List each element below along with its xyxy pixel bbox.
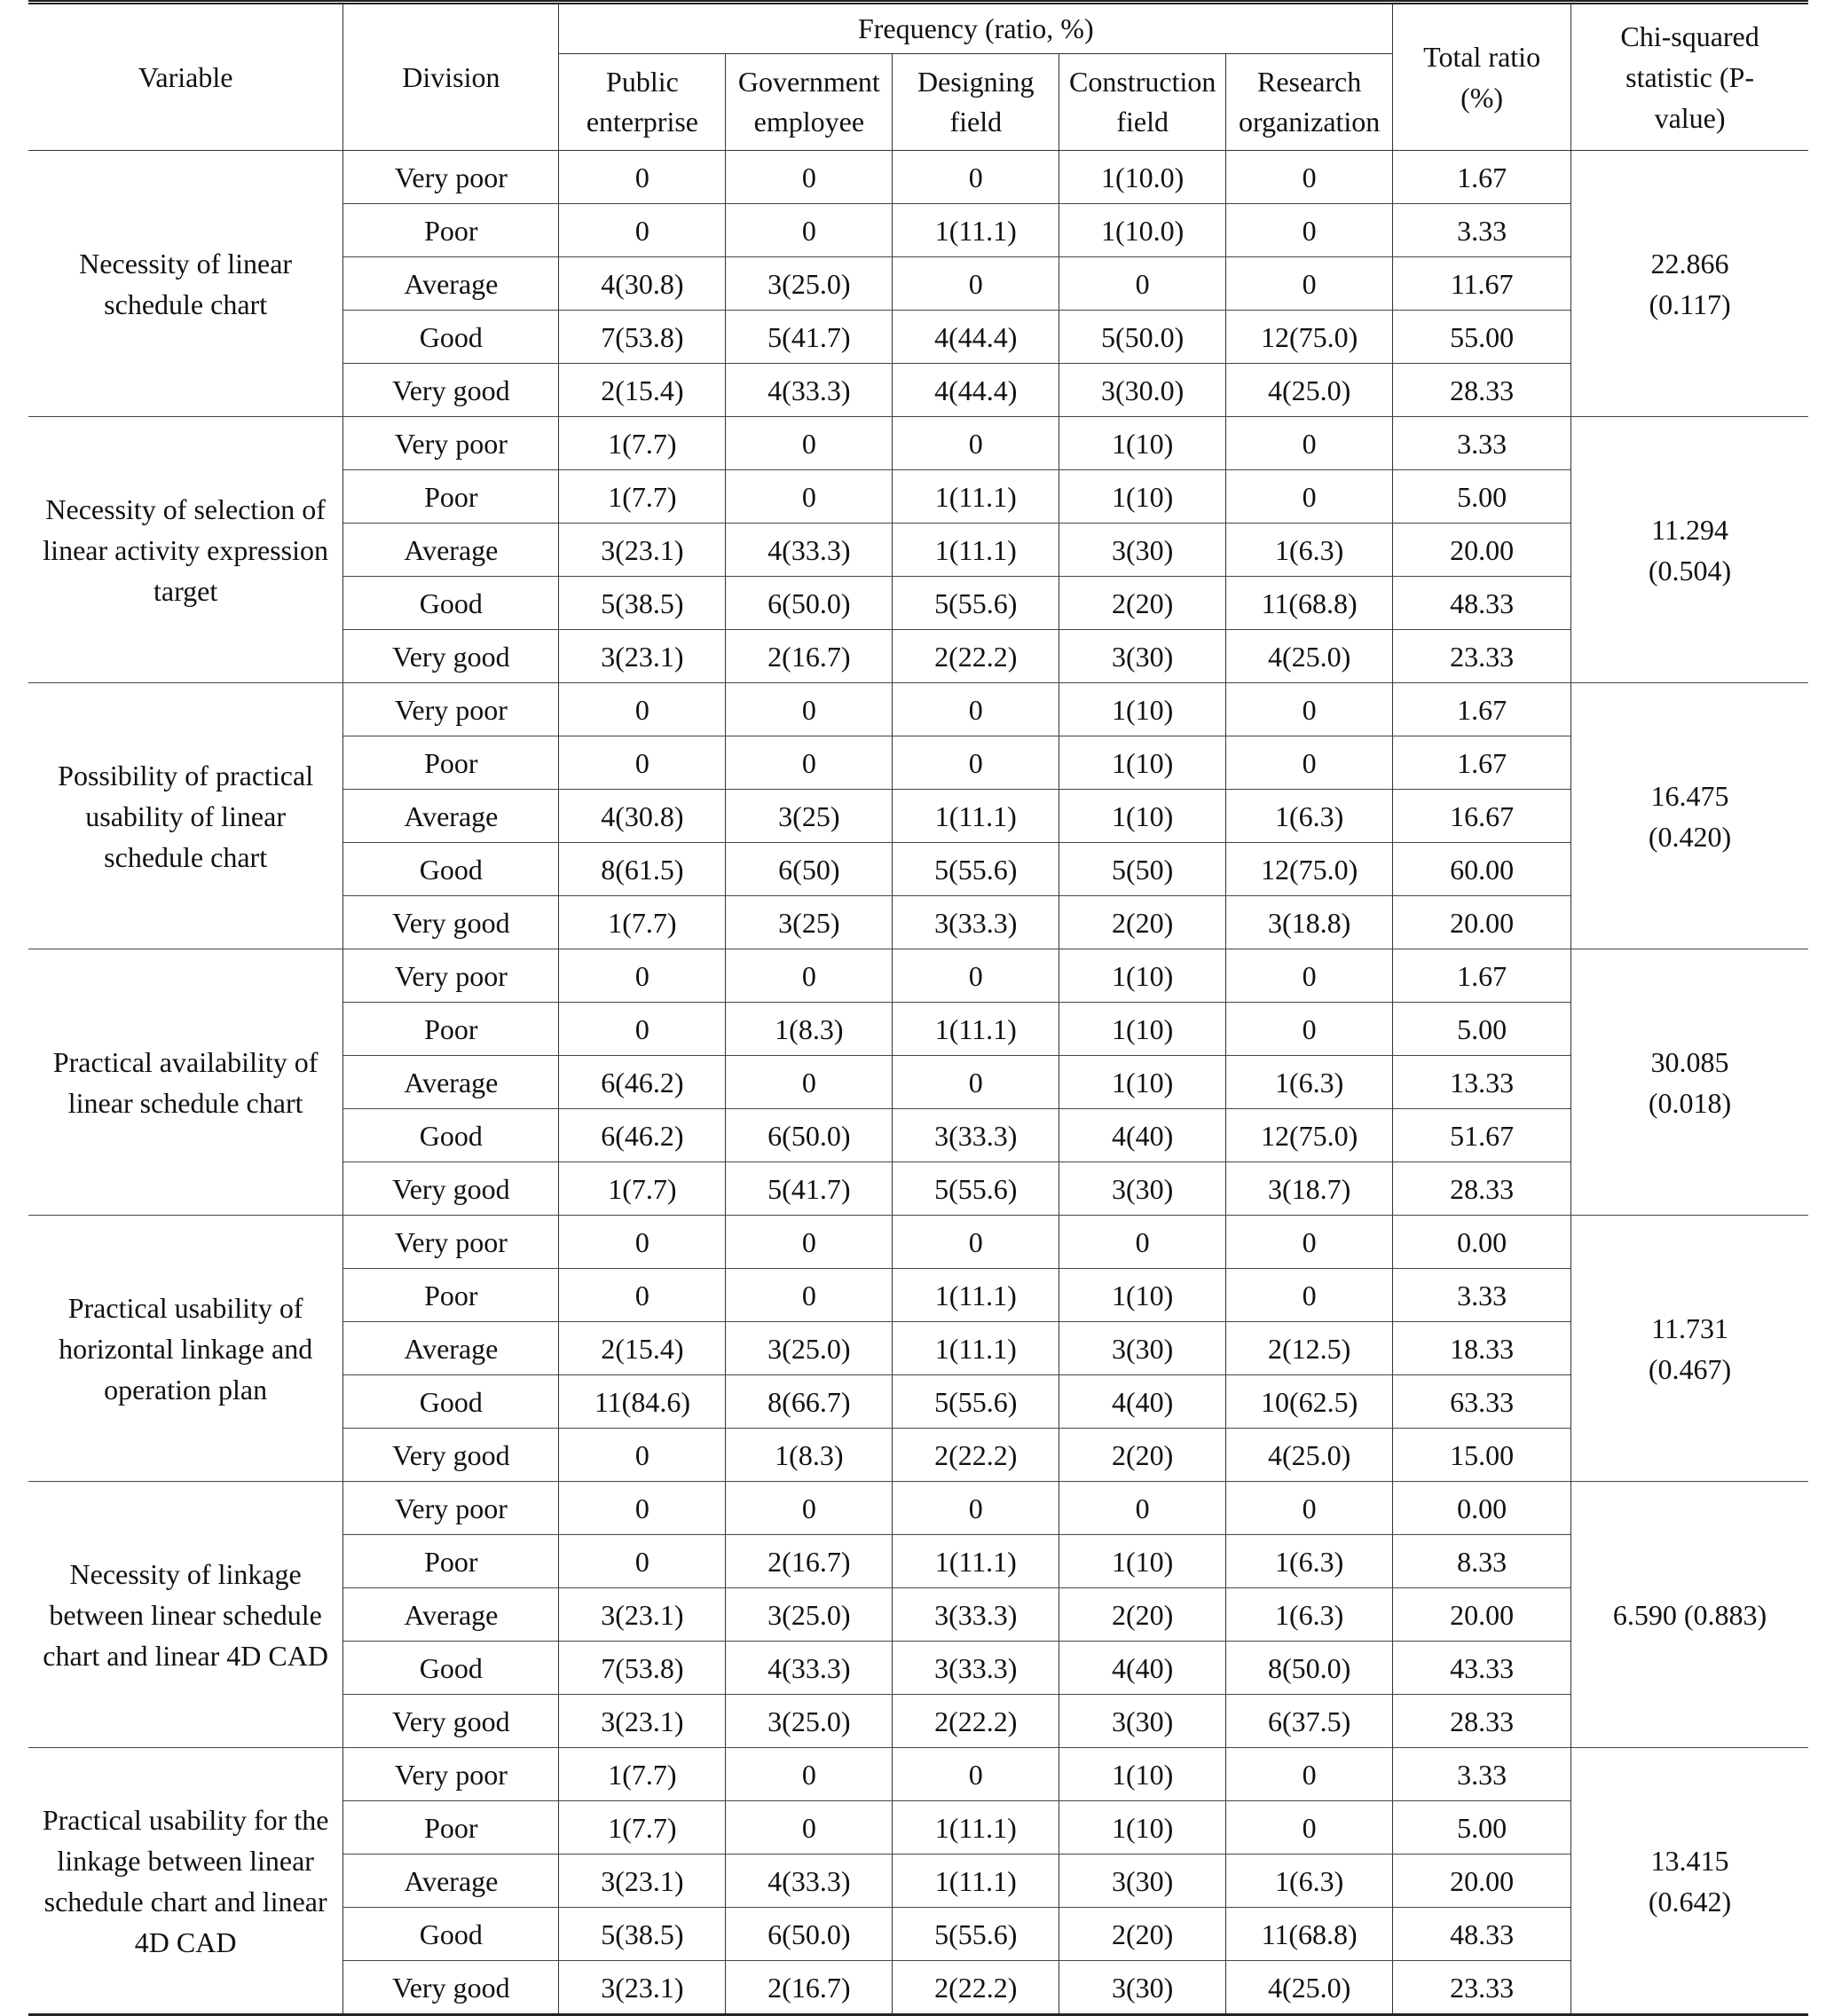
frequency-cell: 1(11.1)	[893, 1269, 1059, 1322]
division-cell: Very good	[343, 1429, 559, 1482]
frequency-cell: 3(25.0)	[726, 1588, 893, 1642]
frequency-cell: 0	[1226, 204, 1393, 257]
frequency-cell: 1(6.3)	[1226, 1056, 1393, 1109]
division-cell: Average	[343, 524, 559, 577]
frequency-cell: 0	[893, 1056, 1059, 1109]
chi-squared-cell: 30.085 (0.018)	[1571, 949, 1808, 1216]
frequency-cell: 1(6.3)	[1226, 524, 1393, 577]
frequency-cell: 5(55.6)	[893, 577, 1059, 630]
total-ratio-cell: 1.67	[1393, 683, 1571, 736]
total-ratio-cell: 55.00	[1393, 311, 1571, 364]
frequency-cell: 1(7.7)	[559, 1801, 726, 1855]
frequency-cell: 8(50.0)	[1226, 1642, 1393, 1695]
total-ratio-cell: 20.00	[1393, 1588, 1571, 1642]
frequency-cell: 1(10)	[1059, 417, 1226, 470]
frequency-cell: 0	[559, 683, 726, 736]
total-ratio-cell: 20.00	[1393, 896, 1571, 949]
table-row	[28, 1748, 1808, 1801]
division-cell: Good	[343, 1908, 559, 1961]
frequency-cell: 0	[1226, 1801, 1393, 1855]
division-cell: Very good	[343, 1695, 559, 1748]
frequency-cell: 4(40)	[1059, 1375, 1226, 1429]
total-ratio-cell: 13.33	[1393, 1056, 1571, 1109]
division-cell: Poor	[343, 1269, 559, 1322]
total-ratio-cell: 20.00	[1393, 524, 1571, 577]
frequency-cell: 4(30.8)	[559, 257, 726, 311]
frequency-cell: 0	[1059, 1482, 1226, 1535]
frequency-cell: 1(11.1)	[893, 790, 1059, 843]
total-ratio-cell: 28.33	[1393, 364, 1571, 417]
frequency-cell: 0	[1226, 1269, 1393, 1322]
frequency-cell: 0	[559, 1216, 726, 1269]
division-cell: Very good	[343, 1961, 559, 2015]
frequency-cell: 5(55.6)	[893, 1162, 1059, 1216]
division-cell: Very good	[343, 896, 559, 949]
frequency-cell: 4(25.0)	[1226, 1961, 1393, 2015]
frequency-cell: 3(33.3)	[893, 1588, 1059, 1642]
frequency-cell: 0	[1226, 417, 1393, 470]
chi-squared-cell: 6.590 (0.883)	[1571, 1482, 1808, 1748]
frequency-cell: 1(10.0)	[1059, 151, 1226, 204]
frequency-cell: 2(15.4)	[559, 364, 726, 417]
table-row	[28, 1482, 1808, 1535]
header-col-research-organization: Research organization	[1226, 54, 1393, 151]
table-row	[28, 1216, 1808, 1269]
frequency-cell: 3(23.1)	[559, 1695, 726, 1748]
division-cell: Average	[343, 257, 559, 311]
frequency-cell: 7(53.8)	[559, 1642, 726, 1695]
division-cell: Poor	[343, 1003, 559, 1056]
frequency-cell: 0	[1059, 1216, 1226, 1269]
total-ratio-cell: 3.33	[1393, 1269, 1571, 1322]
frequency-cell: 2(22.2)	[893, 1695, 1059, 1748]
total-ratio-cell: 5.00	[1393, 1801, 1571, 1855]
total-ratio-cell: 5.00	[1393, 470, 1571, 524]
header-col-public-enterprise: Public enterprise	[559, 54, 726, 151]
table-row	[28, 151, 1808, 204]
total-ratio-cell: 5.00	[1393, 1003, 1571, 1056]
frequency-cell: 4(33.3)	[726, 1855, 893, 1908]
frequency-cell: 6(46.2)	[559, 1056, 726, 1109]
variable-cell: Possibility of practical usability of linear schedule chart	[28, 683, 343, 949]
header-division: Division	[343, 3, 559, 151]
frequency-cell: 1(7.7)	[559, 1748, 726, 1801]
frequency-cell: 0	[1226, 1482, 1393, 1535]
frequency-cell: 1(11.1)	[893, 204, 1059, 257]
frequency-cell: 4(33.3)	[726, 524, 893, 577]
variable-cell: Practical usability for the linkage between linear schedule chart and linear 4D CAD	[28, 1748, 343, 2015]
frequency-cell: 2(22.2)	[893, 630, 1059, 683]
frequency-cell: 1(10)	[1059, 1748, 1226, 1801]
frequency-cell: 3(23.1)	[559, 1855, 726, 1908]
frequency-cell: 3(23.1)	[559, 630, 726, 683]
frequency-cell: 2(20)	[1059, 1908, 1226, 1961]
header-row-1	[28, 3, 1808, 54]
total-ratio-cell: 8.33	[1393, 1535, 1571, 1588]
frequency-cell: 0	[726, 204, 893, 257]
frequency-cell: 1(6.3)	[1226, 1535, 1393, 1588]
frequency-cell: 1(10)	[1059, 949, 1226, 1003]
frequency-cell: 12(75.0)	[1226, 843, 1393, 896]
division-cell: Very good	[343, 1162, 559, 1216]
frequency-cell: 12(75.0)	[1226, 311, 1393, 364]
frequency-cell: 2(12.5)	[1226, 1322, 1393, 1375]
header-frequency: Frequency (ratio, %)	[559, 3, 1393, 54]
frequency-cell: 5(50)	[1059, 843, 1226, 896]
division-cell: Good	[343, 311, 559, 364]
table-row	[28, 417, 1808, 470]
frequency-cell: 0	[726, 151, 893, 204]
frequency-cell: 5(38.5)	[559, 1908, 726, 1961]
division-cell: Average	[343, 1322, 559, 1375]
total-ratio-cell: 60.00	[1393, 843, 1571, 896]
frequency-cell: 6(50.0)	[726, 1109, 893, 1162]
frequency-cell: 0	[559, 949, 726, 1003]
total-ratio-cell: 3.33	[1393, 204, 1571, 257]
frequency-cell: 0	[726, 1269, 893, 1322]
frequency-cell: 1(11.1)	[893, 470, 1059, 524]
frequency-cell: 0	[559, 736, 726, 790]
division-cell: Poor	[343, 736, 559, 790]
frequency-cell: 3(25)	[726, 790, 893, 843]
frequency-cell: 0	[726, 470, 893, 524]
frequency-cell: 3(23.1)	[559, 1588, 726, 1642]
frequency-cell: 3(25.0)	[726, 1695, 893, 1748]
frequency-cell: 1(7.7)	[559, 896, 726, 949]
frequency-cell: 2(16.7)	[726, 1961, 893, 2015]
frequency-cell: 0	[1226, 949, 1393, 1003]
division-cell: Good	[343, 843, 559, 896]
frequency-cell: 3(25.0)	[726, 257, 893, 311]
total-ratio-cell: 28.33	[1393, 1162, 1571, 1216]
frequency-cell: 5(41.7)	[726, 1162, 893, 1216]
frequency-cell: 5(38.5)	[559, 577, 726, 630]
variable-cell: Practical availability of linear schedule chart	[28, 949, 343, 1216]
frequency-cell: 0	[559, 204, 726, 257]
frequency-cell: 0	[893, 1482, 1059, 1535]
frequency-cell: 3(30)	[1059, 1961, 1226, 2015]
total-ratio-cell: 20.00	[1393, 1855, 1571, 1908]
total-ratio-cell: 16.67	[1393, 790, 1571, 843]
frequency-cell: 0	[1226, 1216, 1393, 1269]
frequency-cell: 2(20)	[1059, 896, 1226, 949]
total-ratio-cell: 0.00	[1393, 1216, 1571, 1269]
table-row	[28, 683, 1808, 736]
frequency-cell: 11(68.8)	[1226, 577, 1393, 630]
frequency-cell: 1(10)	[1059, 683, 1226, 736]
frequency-cell: 0	[726, 949, 893, 1003]
frequency-cell: 11(84.6)	[559, 1375, 726, 1429]
frequency-cell: 1(6.3)	[1226, 1588, 1393, 1642]
frequency-cell: 0	[893, 417, 1059, 470]
frequency-cell: 0	[893, 257, 1059, 311]
frequency-cell: 1(7.7)	[559, 417, 726, 470]
frequency-cell: 3(30)	[1059, 1855, 1226, 1908]
frequency-cell: 1(6.3)	[1226, 1855, 1393, 1908]
variable-cell: Necessity of linear schedule chart	[28, 151, 343, 417]
frequency-cell: 0	[559, 1429, 726, 1482]
frequency-cell: 5(50.0)	[1059, 311, 1226, 364]
frequency-cell: 0	[893, 151, 1059, 204]
frequency-cell: 6(46.2)	[559, 1109, 726, 1162]
frequency-cell: 3(23.1)	[559, 1961, 726, 2015]
total-ratio-cell: 15.00	[1393, 1429, 1571, 1482]
frequency-cell: 1(8.3)	[726, 1429, 893, 1482]
total-ratio-cell: 23.33	[1393, 630, 1571, 683]
frequency-cell: 5(55.6)	[893, 843, 1059, 896]
frequency-cell: 12(75.0)	[1226, 1109, 1393, 1162]
header-chi-squared: Chi-squared statistic (P-value)	[1571, 3, 1808, 151]
frequency-cell: 3(23.1)	[559, 524, 726, 577]
frequency-cell: 0	[1226, 470, 1393, 524]
frequency-cell: 1(10)	[1059, 1535, 1226, 1588]
frequency-cell: 2(16.7)	[726, 1535, 893, 1588]
frequency-cell: 3(30)	[1059, 524, 1226, 577]
frequency-cell: 0	[1226, 1003, 1393, 1056]
division-cell: Average	[343, 1855, 559, 1908]
frequency-cell: 2(20)	[1059, 577, 1226, 630]
division-cell: Very poor	[343, 1482, 559, 1535]
total-ratio-cell: 3.33	[1393, 417, 1571, 470]
survey-results-table	[28, 0, 1808, 2016]
total-ratio-cell: 51.67	[1393, 1109, 1571, 1162]
variable-cell: Necessity of selection of linear activity expression target	[28, 417, 343, 683]
frequency-cell: 3(33.3)	[893, 896, 1059, 949]
total-ratio-cell: 1.67	[1393, 949, 1571, 1003]
total-ratio-cell: 28.33	[1393, 1695, 1571, 1748]
division-cell: Average	[343, 1588, 559, 1642]
frequency-cell: 1(10)	[1059, 736, 1226, 790]
frequency-cell: 4(44.4)	[893, 311, 1059, 364]
total-ratio-cell: 43.33	[1393, 1642, 1571, 1695]
division-cell: Poor	[343, 470, 559, 524]
total-ratio-cell: 18.33	[1393, 1322, 1571, 1375]
frequency-cell: 0	[559, 151, 726, 204]
division-cell: Very poor	[343, 683, 559, 736]
frequency-cell: 0	[559, 1482, 726, 1535]
frequency-cell: 0	[726, 417, 893, 470]
total-ratio-cell: 23.33	[1393, 1961, 1571, 2015]
variable-cell: Practical usability of horizontal linkage and operation plan	[28, 1216, 343, 1482]
division-cell: Very good	[343, 630, 559, 683]
frequency-cell: 3(30.0)	[1059, 364, 1226, 417]
frequency-cell: 1(6.3)	[1226, 790, 1393, 843]
frequency-cell: 1(10.0)	[1059, 204, 1226, 257]
division-cell: Very good	[343, 364, 559, 417]
division-cell: Average	[343, 790, 559, 843]
frequency-cell: 5(55.6)	[893, 1375, 1059, 1429]
frequency-cell: 4(40)	[1059, 1109, 1226, 1162]
frequency-cell: 6(37.5)	[1226, 1695, 1393, 1748]
frequency-cell: 1(7.7)	[559, 470, 726, 524]
frequency-cell: 0	[1226, 1748, 1393, 1801]
division-cell: Good	[343, 1375, 559, 1429]
frequency-cell: 2(15.4)	[559, 1322, 726, 1375]
frequency-cell: 4(30.8)	[559, 790, 726, 843]
frequency-cell: 3(18.7)	[1226, 1162, 1393, 1216]
frequency-cell: 6(50.0)	[726, 577, 893, 630]
frequency-cell: 1(11.1)	[893, 1322, 1059, 1375]
header-col-government-employee: Government employee	[726, 54, 893, 151]
frequency-cell: 0	[893, 736, 1059, 790]
frequency-cell: 1(11.1)	[893, 1003, 1059, 1056]
frequency-cell: 1(11.1)	[893, 1535, 1059, 1588]
frequency-cell: 4(33.3)	[726, 1642, 893, 1695]
total-ratio-cell: 48.33	[1393, 1908, 1571, 1961]
division-cell: Average	[343, 1056, 559, 1109]
frequency-cell: 4(33.3)	[726, 364, 893, 417]
frequency-cell: 1(8.3)	[726, 1003, 893, 1056]
division-cell: Poor	[343, 1535, 559, 1588]
header-variable: Variable	[28, 3, 343, 151]
frequency-cell: 0	[1226, 683, 1393, 736]
table-row	[28, 949, 1808, 1003]
frequency-cell: 0	[559, 1003, 726, 1056]
frequency-cell: 1(10)	[1059, 1269, 1226, 1322]
frequency-cell: 0	[726, 736, 893, 790]
frequency-cell: 8(66.7)	[726, 1375, 893, 1429]
frequency-cell: 0	[893, 949, 1059, 1003]
division-cell: Very poor	[343, 417, 559, 470]
table-body	[28, 151, 1808, 2015]
frequency-cell: 1(11.1)	[893, 1855, 1059, 1908]
frequency-cell: 0	[893, 1748, 1059, 1801]
frequency-cell: 3(30)	[1059, 1322, 1226, 1375]
frequency-cell: 0	[1226, 736, 1393, 790]
frequency-cell: 0	[1226, 257, 1393, 311]
chi-squared-cell: 16.475 (0.420)	[1571, 683, 1808, 949]
division-cell: Very poor	[343, 949, 559, 1003]
frequency-cell: 1(11.1)	[893, 1801, 1059, 1855]
frequency-cell: 1(10)	[1059, 790, 1226, 843]
frequency-cell: 4(25.0)	[1226, 1429, 1393, 1482]
frequency-cell: 0	[726, 1056, 893, 1109]
frequency-cell: 0	[559, 1535, 726, 1588]
division-cell: Very poor	[343, 1748, 559, 1801]
frequency-cell: 2(22.2)	[893, 1429, 1059, 1482]
frequency-cell: 3(30)	[1059, 630, 1226, 683]
chi-squared-cell: 11.294 (0.504)	[1571, 417, 1808, 683]
frequency-cell: 2(20)	[1059, 1588, 1226, 1642]
frequency-cell: 1(10)	[1059, 1801, 1226, 1855]
total-ratio-cell: 0.00	[1393, 1482, 1571, 1535]
division-cell: Very poor	[343, 1216, 559, 1269]
frequency-cell: 1(10)	[1059, 1003, 1226, 1056]
frequency-cell: 3(33.3)	[893, 1109, 1059, 1162]
frequency-cell: 3(25.0)	[726, 1322, 893, 1375]
variable-cell: Necessity of linkage between linear schedule chart and linear 4D CAD	[28, 1482, 343, 1748]
frequency-cell: 8(61.5)	[559, 843, 726, 896]
frequency-cell: 4(25.0)	[1226, 630, 1393, 683]
total-ratio-cell: 1.67	[1393, 736, 1571, 790]
header-col-designing-field: Designing field	[893, 54, 1059, 151]
frequency-cell: 0	[1226, 151, 1393, 204]
total-ratio-cell: 3.33	[1393, 1748, 1571, 1801]
frequency-cell: 2(22.2)	[893, 1961, 1059, 2015]
total-ratio-cell: 11.67	[1393, 257, 1571, 311]
table-container	[28, 0, 1808, 2016]
total-ratio-cell: 48.33	[1393, 577, 1571, 630]
frequency-cell: 0	[726, 1482, 893, 1535]
frequency-cell: 2(16.7)	[726, 630, 893, 683]
frequency-cell: 11(68.8)	[1226, 1908, 1393, 1961]
frequency-cell: 1(10)	[1059, 470, 1226, 524]
frequency-cell: 1(11.1)	[893, 524, 1059, 577]
frequency-cell: 0	[893, 1216, 1059, 1269]
frequency-cell: 6(50)	[726, 843, 893, 896]
chi-squared-cell: 11.731 (0.467)	[1571, 1216, 1808, 1482]
frequency-cell: 3(33.3)	[893, 1642, 1059, 1695]
division-cell: Very poor	[343, 151, 559, 204]
frequency-cell: 3(18.8)	[1226, 896, 1393, 949]
frequency-cell: 0	[726, 1801, 893, 1855]
division-cell: Good	[343, 1109, 559, 1162]
frequency-cell: 0	[1059, 257, 1226, 311]
total-ratio-cell: 63.33	[1393, 1375, 1571, 1429]
frequency-cell: 7(53.8)	[559, 311, 726, 364]
frequency-cell: 4(25.0)	[1226, 364, 1393, 417]
frequency-cell: 0	[726, 683, 893, 736]
frequency-cell: 0	[559, 1269, 726, 1322]
header-col-construction-field: Construction field	[1059, 54, 1226, 151]
chi-squared-cell: 13.415 (0.642)	[1571, 1748, 1808, 2015]
frequency-cell: 4(40)	[1059, 1642, 1226, 1695]
frequency-cell: 0	[726, 1216, 893, 1269]
frequency-cell: 3(30)	[1059, 1162, 1226, 1216]
frequency-cell: 0	[726, 1748, 893, 1801]
division-cell: Poor	[343, 204, 559, 257]
division-cell: Poor	[343, 1801, 559, 1855]
frequency-cell: 10(62.5)	[1226, 1375, 1393, 1429]
frequency-cell: 3(30)	[1059, 1695, 1226, 1748]
frequency-cell: 1(7.7)	[559, 1162, 726, 1216]
frequency-cell: 5(41.7)	[726, 311, 893, 364]
frequency-cell: 5(55.6)	[893, 1908, 1059, 1961]
total-ratio-cell: 1.67	[1393, 151, 1571, 204]
frequency-cell: 2(20)	[1059, 1429, 1226, 1482]
table-header	[28, 3, 1808, 151]
chi-squared-cell: 22.866 (0.117)	[1571, 151, 1808, 417]
header-total-ratio: Total ratio (%)	[1393, 3, 1571, 151]
frequency-cell: 0	[893, 683, 1059, 736]
division-cell: Good	[343, 1642, 559, 1695]
frequency-cell: 6(50.0)	[726, 1908, 893, 1961]
frequency-cell: 4(44.4)	[893, 364, 1059, 417]
frequency-cell: 3(25)	[726, 896, 893, 949]
frequency-cell: 1(10)	[1059, 1056, 1226, 1109]
division-cell: Good	[343, 577, 559, 630]
